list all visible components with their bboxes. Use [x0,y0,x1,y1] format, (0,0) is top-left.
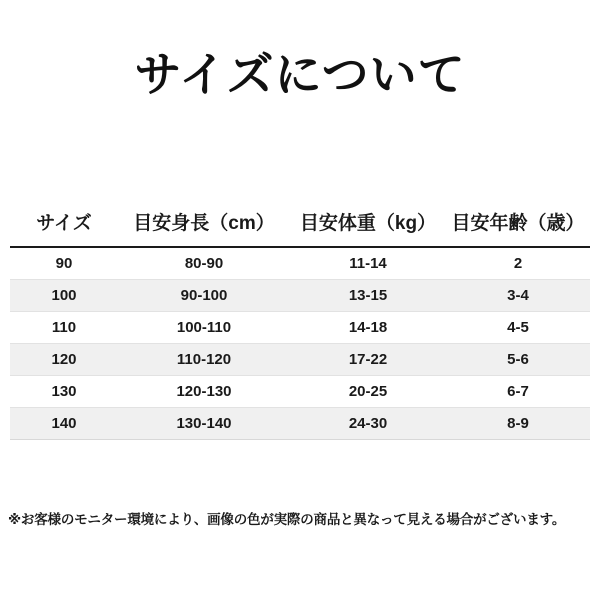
cell-age: 5-6 [446,344,590,376]
column-header-age: 目安年齢（歳） [446,200,590,247]
cell-age: 8-9 [446,408,590,440]
cell-size: 140 [10,408,118,440]
cell-size: 130 [10,376,118,408]
cell-weight: 11-14 [290,247,446,280]
cell-height: 90-100 [118,280,290,312]
table-row [10,312,590,344]
cell-height: 130-140 [118,408,290,440]
cell-age: 6-7 [446,376,590,408]
table-row [10,280,590,312]
cell-weight: 20-25 [290,376,446,408]
table-row [10,344,590,376]
cell-height: 120-130 [118,376,290,408]
table-row [10,247,590,280]
table-row [10,376,590,408]
cell-weight: 24-30 [290,408,446,440]
cell-height: 100-110 [118,312,290,344]
column-header-weight: 目安体重（kg） [290,200,446,247]
size-table-container [10,200,590,440]
table-body [10,247,590,440]
column-header-height: 目安身長（cm） [118,200,290,247]
cell-size: 110 [10,312,118,344]
page-title: サイズについて [134,48,466,101]
table-header-row [10,200,590,247]
size-table [10,200,590,440]
column-header-size: サイズ [10,200,118,247]
cell-height: 110-120 [118,344,290,376]
cell-age: 3-4 [446,280,590,312]
cell-weight: 13-15 [290,280,446,312]
cell-weight: 17-22 [290,344,446,376]
table-header [10,200,590,247]
cell-size: 120 [10,344,118,376]
disclaimer-note: ※お客様のモニター環境により、画像の色が実際の商品と異なって見える場合がございます。 [8,512,566,527]
cell-age: 4-5 [446,312,590,344]
table-row [10,408,590,440]
cell-size: 100 [10,280,118,312]
cell-height: 80-90 [118,247,290,280]
cell-size: 90 [10,247,118,280]
cell-age: 2 [446,247,590,280]
cell-weight: 14-18 [290,312,446,344]
